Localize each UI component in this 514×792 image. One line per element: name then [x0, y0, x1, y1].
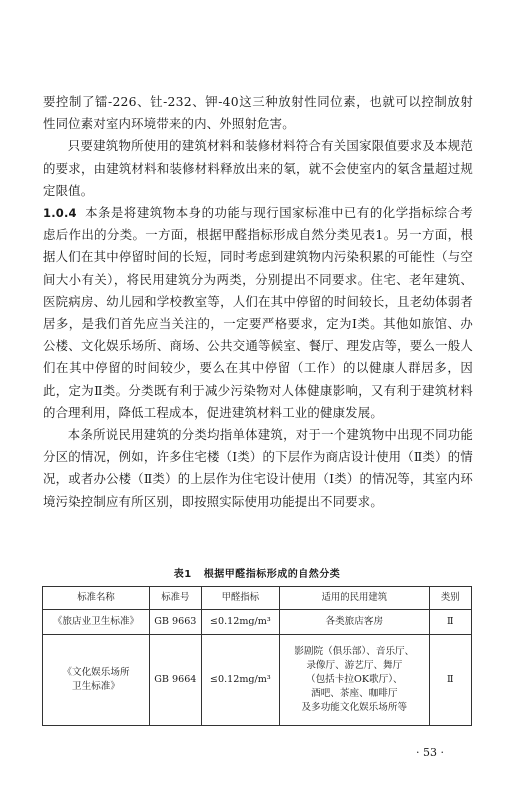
cell-standard-name	[43, 635, 150, 726]
page-number: · 53 ·	[416, 746, 444, 759]
cell-category: Ⅱ	[429, 610, 471, 635]
table-row	[43, 635, 472, 726]
cell-applicable-buildings	[280, 635, 430, 726]
body-text	[43, 91, 473, 513]
paragraph-radioisotopes: 要控制了镭-226、钍-232、钾-40这三种放射性同位素，也就可以控制放射性同位素对室内环境带来的内、外照射危害。	[43, 94, 473, 132]
paragraph-single-building: 本条所说民用建筑的分类均指单体建筑，对于一个建筑物中出现不同功能分区的情况，例如，许多住宅楼（Ⅰ类）的下层作为商店设计使用（Ⅱ类）的情况，或者办公楼（Ⅱ类）的上层作为住宅设计使用（Ⅰ类）的情况等，其室内环境污染控制应有所区别，即按照实际使用功能提出不同要求。	[43, 427, 473, 509]
table-header-row	[43, 587, 472, 610]
table-caption-title: 根据甲醛指标形成的自然分类	[203, 569, 341, 580]
cell-standard-name-text: 《文化娱乐场所 卫生标准》	[62, 667, 130, 692]
cell-applicable-buildings: 各类旅店客房	[280, 610, 430, 635]
cell-formaldehyde-limit: ≤0.12mg/m³	[201, 635, 279, 726]
paragraph-1-0-4-text: 本条是将建筑物本身的功能与现行国家标准中已有的化学指标综合考虑后作出的分类。一方面，根据甲醛指标形成自然分类见表1。另一方面，根据人们在其中停留时间的长短，同时考虑到建筑物内污染积累的可能性（与空间大小有关），将民用建筑分为两类，分别提出不同要求。住宅、老年建筑、医院病房、幼儿园和学校教室等，人们在其中停留的时间较长，且老幼体弱者居多，是我们首先应当关注的，一定要严格要求，定为Ⅰ类。其他如旅馆、办公楼、文化娱乐场所、商场、公共交通等候室、餐厅、理发店等，要么一般人们在其中停留的时间较少，要么在其中停留（工作）的以健康人群居多，因此，定为Ⅱ类。分类既有利于减少污染物对人体健康影响，又有利于建筑材料的合理利用，降低工程成本，促进建筑材料工业的健康发展。	[43, 205, 473, 420]
cell-category: Ⅱ	[429, 635, 471, 726]
header-formaldehyde-limit: 甲醛指标	[201, 587, 279, 610]
cell-formaldehyde-limit: ≤0.12mg/m³	[201, 610, 279, 635]
classification-table	[42, 586, 472, 726]
section-number: 1.0.4	[43, 206, 77, 221]
paragraph-1-0-4	[43, 202, 473, 424]
table-caption	[0, 565, 514, 580]
cell-standard-name: 《旅店业卫生标准》	[43, 610, 150, 635]
table-caption-number: 表1	[173, 569, 192, 580]
cell-applicable-buildings-text: 影剧院（俱乐部）、音乐厅、 录像厅、游艺厅、舞厅 （包括卡拉OK歌厅）、 酒吧、茶座、咖啡厅 及多功能文化娱乐场所等	[294, 646, 415, 713]
table-row	[43, 610, 472, 635]
paragraph-radon: 只要建筑物所使用的建筑材料和装修材料符合有关国家限值要求及本规范的要求，由建筑材料和装修材料释放出来的氡，就不会使室内的氡含量超过规定限值。	[43, 138, 473, 198]
cell-standard-code: GB 9663	[149, 610, 201, 635]
header-category: 类别	[429, 587, 471, 610]
header-standard-code: 标准号	[149, 587, 201, 610]
cell-standard-code: GB 9664	[149, 635, 201, 726]
header-standard-name: 标准名称	[43, 587, 150, 610]
header-applicable-buildings: 适用的民用建筑	[280, 587, 430, 610]
